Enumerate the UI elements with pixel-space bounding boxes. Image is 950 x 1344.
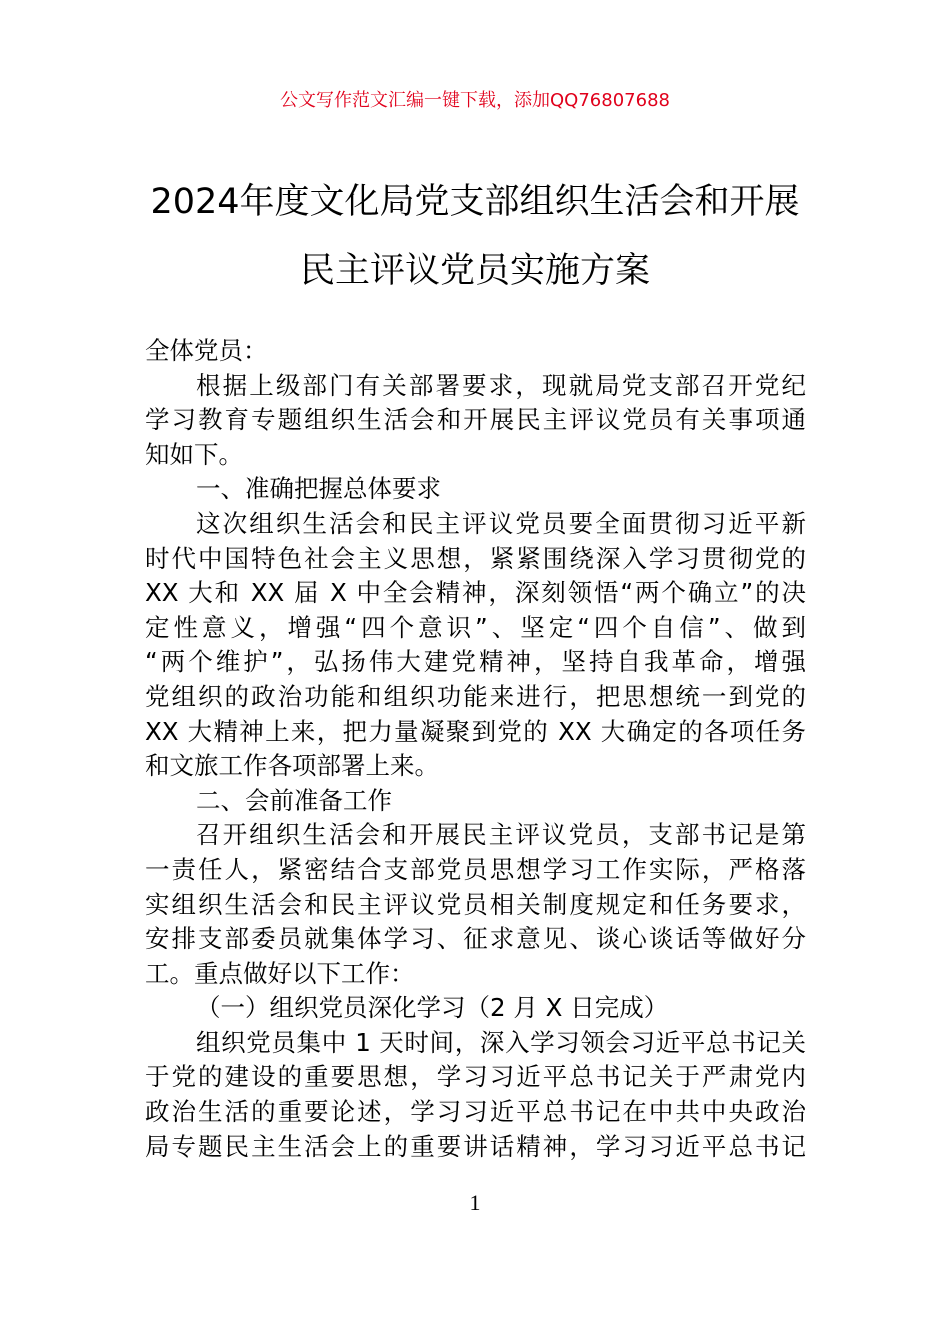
body-text-line: 政治生活的重要论述，学习习近平总书记在中共中央政治 xyxy=(145,1097,806,1127)
body-text-line: 一、准确把握总体要求 xyxy=(196,474,441,504)
body-text-line: 这次组织生活会和民主评议党员要全面贯彻习近平新 xyxy=(196,508,806,538)
body-text-line: 实组织生活会和民主评议党员相关制度规定和任务要求， xyxy=(145,889,806,919)
body-text-line: 定性意义，增强“四个意识”、坚定“四个自信”、做到 xyxy=(145,612,806,642)
page-number: 1 xyxy=(469,1190,481,1215)
body-text-line: 局专题民主生活会上的重要讲话精神，学习习近平总书记 xyxy=(145,1131,806,1161)
body-text-line: 根据上级部门有关部署要求，现就局党支部召开党纪 xyxy=(196,370,806,400)
body-text-line: 工。重点做好以下工作： xyxy=(145,958,415,988)
document-body xyxy=(145,334,806,1164)
body-text-line: “两个维护”，弘扬伟大建党精神，坚持自我革命，增强 xyxy=(145,647,806,677)
body-text-line: （一）组织党员深化学习（2 月 X 日完成） xyxy=(196,993,669,1023)
body-text-line: 于党的建设的重要思想，学习习近平总书记关于严肃党内 xyxy=(145,1062,806,1092)
body-text-line: 和文旅工作各项部署上来。 xyxy=(145,751,439,781)
promo-header: 公文写作范文汇编一键下载，添加QQ76807688 xyxy=(280,90,670,111)
body-text-line: 召开组织生活会和开展民主评议党员，支部书记是第 xyxy=(196,820,806,850)
document-title-line-2: 民主评议党员实施方案 xyxy=(299,251,650,291)
body-text-line: 一责任人，紧密结合支部党员思想学习工作实际，严格落 xyxy=(145,854,806,884)
body-text-line: 知如下。 xyxy=(145,439,243,469)
body-text-line: 安排支部委员就集体学习、征求意见、谈心谈话等做好分 xyxy=(145,924,806,954)
document-title-line-1: 2024年度文化局党支部组织生活会和开展 xyxy=(150,182,800,222)
body-text-line: XX 大精神上来，把力量凝聚到党的 XX 大确定的各项任务 xyxy=(145,716,806,746)
body-text-line: XX 大和 XX 届 X 中全会精神，深刻领悟“两个确立”的决 xyxy=(145,578,806,608)
body-text-line: 二、会前准备工作 xyxy=(196,785,392,815)
body-text-line: 全体党员： xyxy=(145,336,268,365)
body-text-line: 党组织的政治功能和组织功能来进行，把思想统一到党的 xyxy=(145,681,806,711)
body-text-line: 学习教育专题组织生活会和开展民主评议党员有关事项通 xyxy=(145,405,806,435)
body-text-line: 组织党员集中 1 天时间，深入学习领会习近平总书记关 xyxy=(196,1027,806,1057)
body-text-line: 时代中国特色社会主义思想，紧紧围绕深入学习贯彻党的 xyxy=(145,543,806,573)
